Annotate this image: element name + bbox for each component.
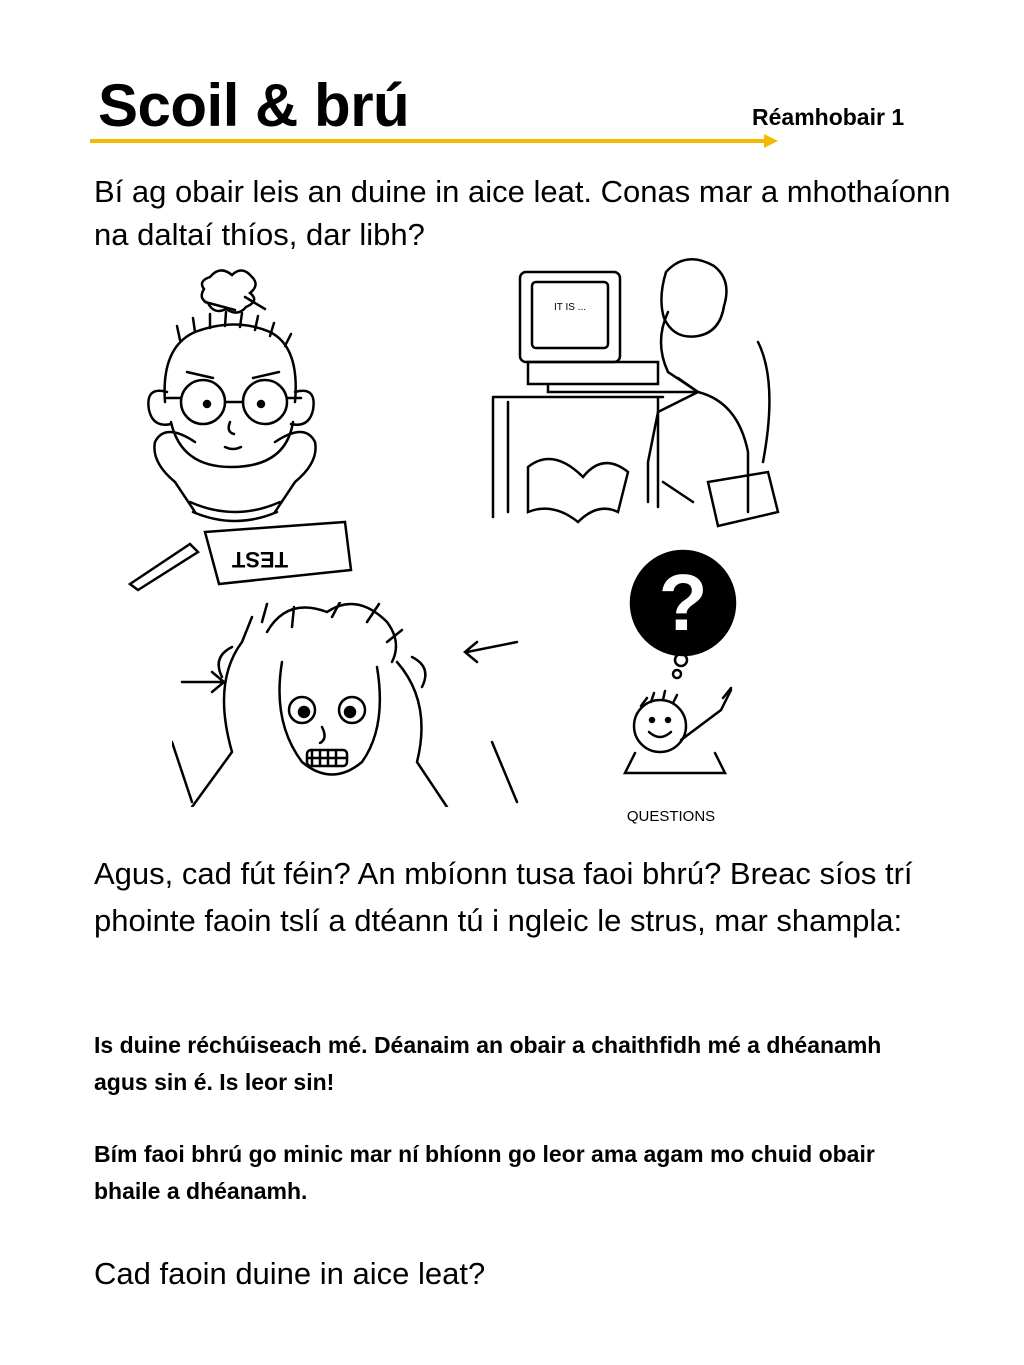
prompt-text: Agus, cad fút féin? An mbíonn tusa faoi bhrú? Breac síos trí phointe faoin tslí a dtéann tú i ngleic le strus, mar shampla: (94, 856, 913, 938)
title-underline-arrow (90, 132, 780, 150)
questions-label: QUESTIONS (626, 808, 716, 825)
example-answer-2: Bím faoi bhrú go minic mar ní bhíonn go leor ama agam mo chuid obair bhaile a dhéanamh. (94, 1141, 875, 1204)
test-sheet-label: TEST (231, 547, 289, 572)
page-title: Scoil & brú (98, 72, 410, 139)
computer-student-icon (488, 252, 788, 542)
closing-question: Cad faoin duine in aice leat? (94, 1256, 486, 1291)
intro-text: Bí ag obair leis an duine in aice leat. Conas mar a mhothaíonn na daltaí thíos, dar libh? (94, 174, 951, 252)
stressed-student-icon (172, 602, 527, 807)
monitor-screen-text: IT IS ... (553, 302, 587, 313)
page-subtitle: Réamhobair 1 (752, 104, 905, 130)
question-student-icon (615, 548, 750, 830)
question-mark: ? (658, 558, 708, 647)
worried-student-icon (125, 262, 360, 592)
example-answer-1: Is duine réchúiseach mé. Déanaim an obair a chaithfidh mé a dhéanamh agus sin é. Is leor sin! (94, 1032, 882, 1095)
